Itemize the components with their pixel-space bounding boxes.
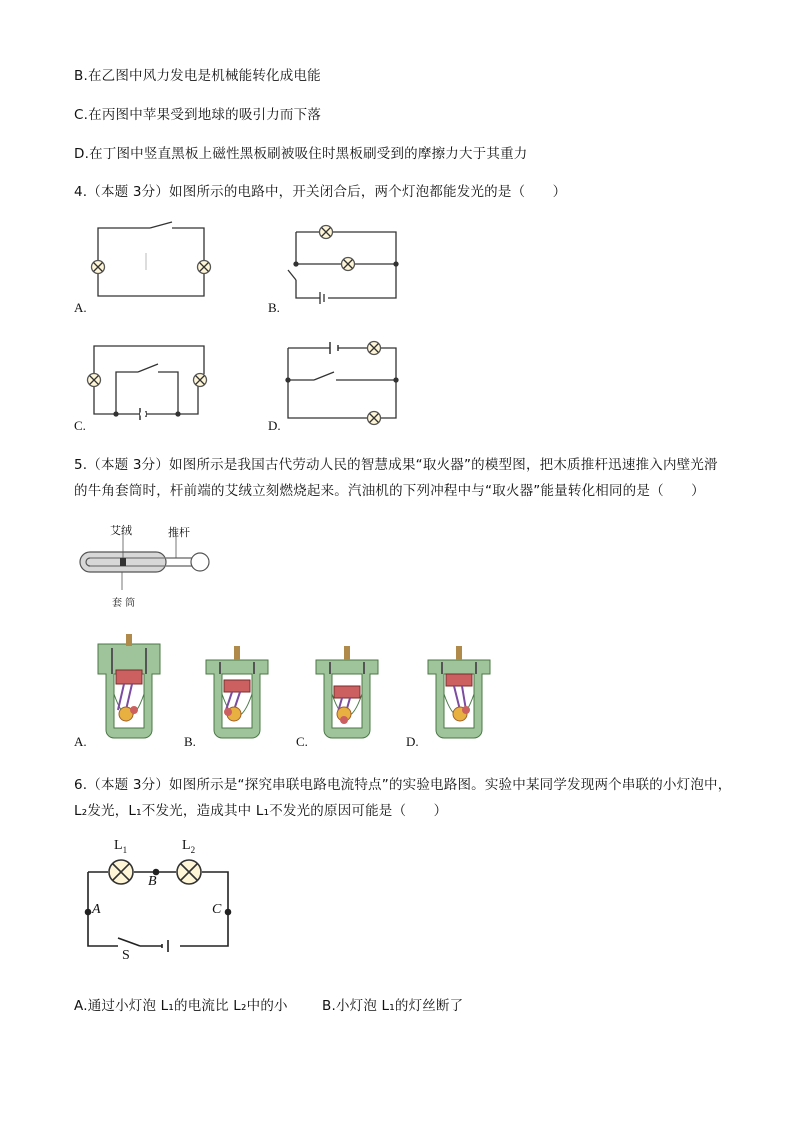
q5-label-a: A. xyxy=(74,734,87,749)
engine-stroke-d xyxy=(420,634,498,736)
q3-option-d: D.在丁图中竖直黑板上磁性黑板刷被吸住时黑板刷受到的摩擦力大于其重力 xyxy=(74,146,528,162)
engine-stroke-c xyxy=(308,634,386,736)
q4-label-a: A. xyxy=(74,300,87,315)
engine-stroke-a xyxy=(90,634,168,736)
label-airong: 艾绒 xyxy=(110,524,132,537)
q4-circuit-a xyxy=(90,218,220,302)
q3-option-c: C.在丙图中苹果受到地球的吸引力而下落 xyxy=(74,107,322,123)
q6-stem-line2: L₂发光，L₁不发光，造成其中 L₁不发光的原因可能是（ ） xyxy=(74,803,448,819)
q5-stem-line1: 5.（本题 3分）如图所示是我国古代劳动人民的智慧成果“取火器”的模型图，把木质推杆迅速推入内壁光滑 xyxy=(74,457,718,473)
q6-option-a: A.通过小灯泡 L₁的电流比 L₂中的小 xyxy=(74,998,288,1014)
q5-label-c: C. xyxy=(296,734,308,749)
q4-label-b: B. xyxy=(268,300,280,315)
q3-option-b: B.在乙图中风力发电是机械能转化成电能 xyxy=(74,68,321,84)
q4-label-c: C. xyxy=(74,418,86,433)
label-tuigan: 推杆 xyxy=(168,526,190,539)
series-circuit-figure xyxy=(80,836,240,966)
label-l2: $L_2$ xyxy=(182,838,196,855)
engine-stroke-b xyxy=(198,634,276,736)
q5-label-d: D. xyxy=(406,734,419,749)
label-taotong: 套 筒 xyxy=(112,598,136,609)
q5-label-b: B. xyxy=(184,734,196,749)
label-point-c: C xyxy=(212,902,222,917)
q4-stem: 4.（本题 3分）如图所示的电路中，开关闭合后，两个灯泡都能发光的是（ ） xyxy=(74,184,567,200)
q6-option-b: B.小灯泡 L₁的灯丝断了 xyxy=(322,998,464,1014)
label-point-a: A xyxy=(92,902,101,917)
label-point-b: B xyxy=(148,874,157,889)
fire-starter-figure xyxy=(76,520,226,610)
q4-circuit-c xyxy=(86,342,212,422)
q6-stem-line1: 6.（本题 3分）如图所示是“探究串联电路电流特点”的实验电路图。实验中某同学发现两个串联的小灯泡中， xyxy=(74,777,732,793)
q4-circuit-b xyxy=(284,222,404,304)
q4-circuit-d xyxy=(284,338,400,424)
q4-label-d: D. xyxy=(268,418,281,433)
label-switch-s: S xyxy=(122,948,130,963)
q5-stem-line2: 的牛角套筒时，杆前端的艾绒立刻燃烧起来。汽油机的下列冲程中与“取火器”能量转化相同的是（ ） xyxy=(74,483,705,499)
label-l1: $L_1$ xyxy=(114,838,128,855)
